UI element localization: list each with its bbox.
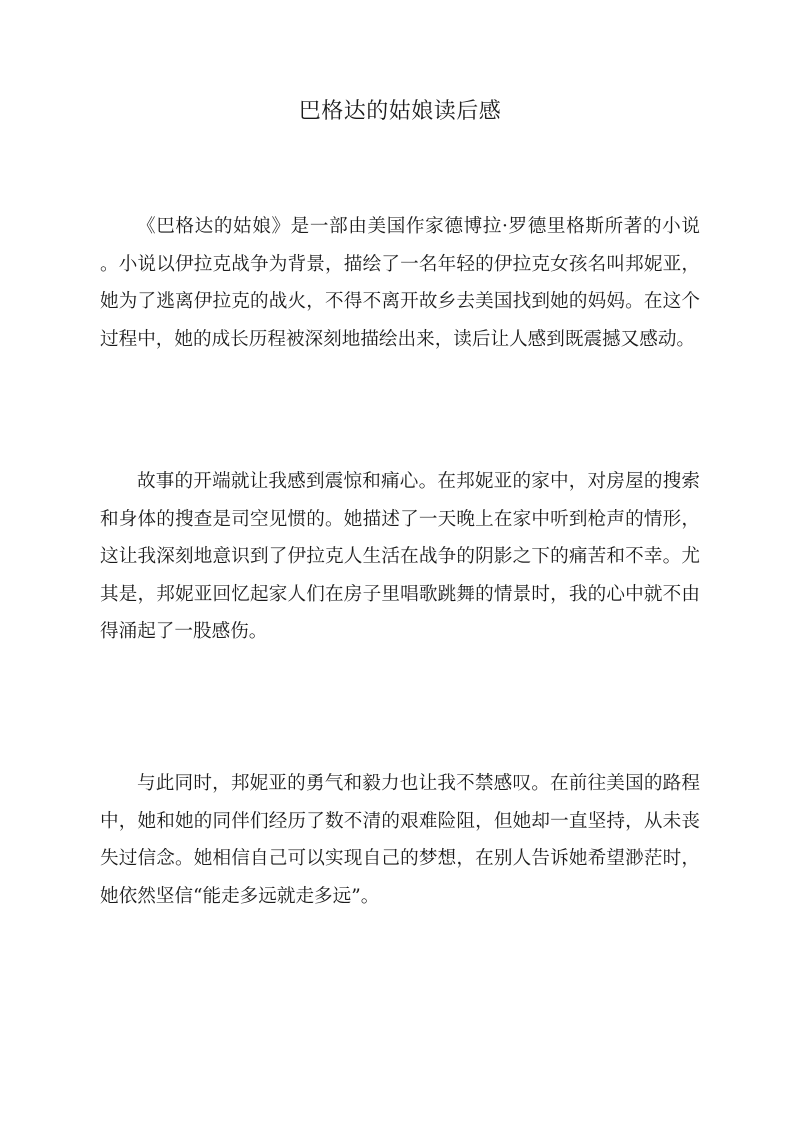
paragraph-line: 《巴格达的姑娘》是一部由美国作家德博拉·罗德里格斯所著的小说 [137, 216, 700, 237]
paragraph-line: 和身体的搜查是司空见惯的。她描述了一天晚上在家中听到枪声的情形， [100, 508, 700, 530]
paragraph-line: 与此同时，邦妮亚的勇气和毅力也让我不禁感叹。在前往美国的路程 [137, 773, 700, 794]
paragraph-line: 她依然坚信“能走多远就走多远”。 [100, 885, 380, 907]
document-title: 巴格达的姑娘读后感 [298, 99, 502, 124]
paragraph-line: 。小说以伊拉克战争为背景，描绘了一名年轻的伊拉克女孩名叫邦妮亚， [100, 253, 700, 275]
paragraph-line: 中，她和她的同伴们经历了数不清的艰难险阻，但她却一直坚持，从未丧 [100, 810, 700, 832]
paragraph-line: 其是，邦妮亚回忆起家人们在房子里唱歌跳舞的情景时，我的心中就不由 [100, 583, 700, 605]
paragraph-line: 过程中，她的成长历程被深刻地描绘出来，读后让人感到既震撼又感动。 [100, 328, 696, 350]
paragraph-3 [100, 765, 700, 915]
paragraph-line: 得涌起了一股感伤。 [100, 621, 268, 642]
paragraph-line: 故事的开端就让我感到震惊和痛心。在邦妮亚的家中，对房屋的搜索 [137, 471, 700, 492]
paragraph-line: 失过信念。她相信自己可以实现自己的梦想，在别人告诉她希望渺茫时， [100, 848, 700, 869]
paragraph-1 [100, 208, 700, 358]
paragraph-line: 她为了逃离伊拉克的战火，不得不离开故乡去美国找到她的妈妈。在这个 [100, 291, 700, 312]
paragraph-2 [100, 463, 700, 651]
paragraph-line: 这让我深刻地意识到了伊拉克人生活在战争的阴影之下的痛苦和不幸。尤 [100, 546, 700, 567]
